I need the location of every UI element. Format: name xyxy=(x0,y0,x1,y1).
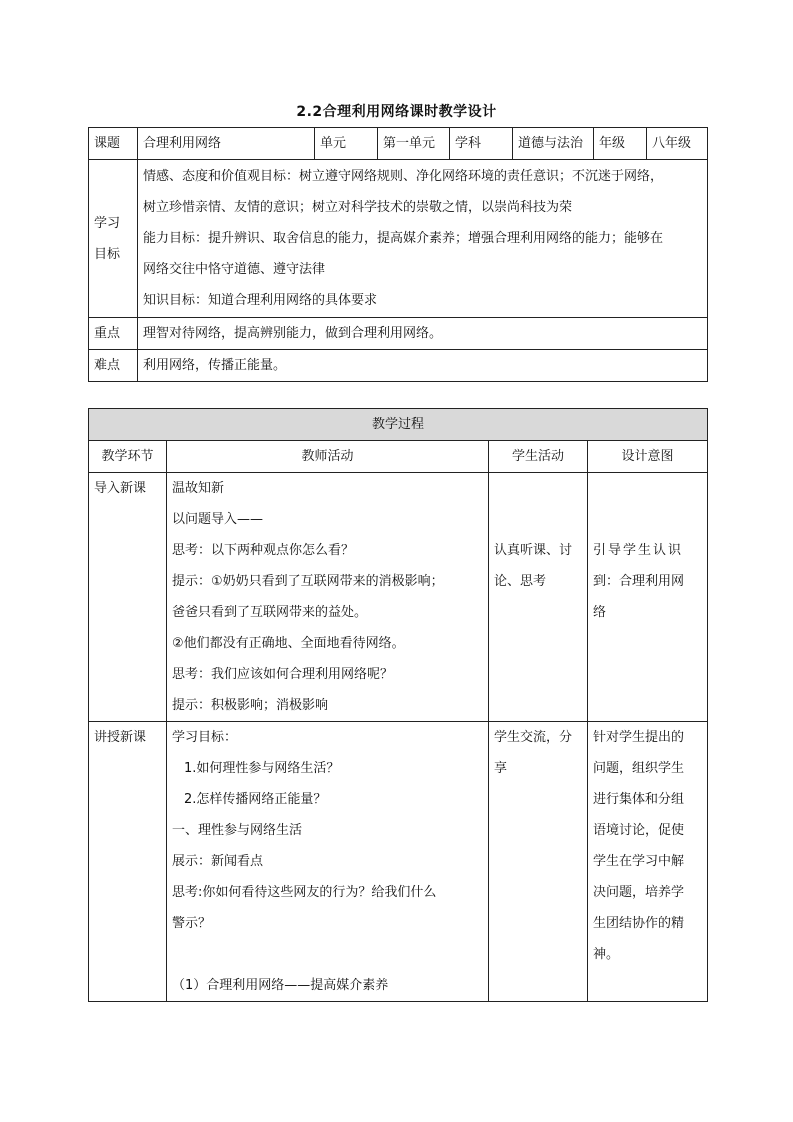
col-intent-header: 设计意图 xyxy=(588,441,708,473)
teacher-activity-cell xyxy=(167,473,489,722)
difficulty-value: 利用网络，传播正能量。 xyxy=(138,350,708,382)
subject-value: 道德与法治 xyxy=(513,128,594,160)
teacher-line: 思考：我们应该如何合理利用网络呢？ xyxy=(172,667,394,682)
teacher-line: 2.怎样传播网络正能量？ xyxy=(184,792,327,807)
student-line: 学生交流，分 xyxy=(494,730,573,745)
teacher-line: 爸爸只看到了互联网带来的益处。 xyxy=(172,605,368,620)
teacher-line: 以问题导入—— xyxy=(172,512,264,527)
grade-label: 年级 xyxy=(594,128,647,160)
spacer xyxy=(494,504,582,535)
teacher-line: 提示：积极影响；消极影响 xyxy=(172,698,329,713)
student-activity-cell xyxy=(489,722,588,1002)
teaching-process-table xyxy=(88,408,708,1002)
intent-line: 问题，组织学生 xyxy=(593,761,685,776)
student-line: 论、思考 xyxy=(494,574,547,589)
stage-cell: 导入新课 xyxy=(89,473,167,722)
spacer xyxy=(494,473,582,504)
stage-cell: 讲授新课 xyxy=(89,722,167,1002)
goal-line: 网络交往中恪守道德、遵守法律 xyxy=(143,262,326,277)
teacher-line: 警示？ xyxy=(172,916,212,931)
process-header: 教学过程 xyxy=(89,409,708,441)
intent-line: 引导学生认识 xyxy=(593,543,684,558)
spacer xyxy=(593,473,702,504)
teacher-activity-cell xyxy=(167,722,489,1002)
teacher-line: （1）合理利用网络——提高媒介素养 xyxy=(172,978,389,993)
lesson-info-table xyxy=(88,127,708,382)
keti-label: 课题 xyxy=(89,128,138,160)
col-student-header: 学生活动 xyxy=(489,441,588,473)
intent-line: 络 xyxy=(593,605,607,620)
teacher-line: 提示：①奶奶只看到了互联网带来的消极影响； xyxy=(172,574,444,589)
key-value: 理智对待网络，提高辨别能力，做到合理利用网络。 xyxy=(138,318,708,350)
goal-line: 能力目标：提升辨识、取舍信息的能力，提高媒介素养；增强合理利用网络的能力；能够在 xyxy=(143,231,664,246)
table-row xyxy=(89,722,708,1002)
intent-cell xyxy=(588,722,708,1002)
intent-cell xyxy=(588,473,708,722)
goals-label-line-2: 目标 xyxy=(94,246,121,262)
spacer xyxy=(593,504,702,535)
spacer xyxy=(172,939,483,970)
student-line: 认真听课、讨 xyxy=(494,543,573,558)
col-stage-header: 教学环节 xyxy=(89,441,167,473)
keti-value: 合理利用网络 xyxy=(138,128,315,160)
unit-label: 单元 xyxy=(315,128,378,160)
key-label: 重点 xyxy=(89,318,138,350)
grade-value: 八年级 xyxy=(647,128,708,160)
teacher-line: 一、理性参与网络生活 xyxy=(172,823,303,838)
intent-line: 针对学生提出的 xyxy=(593,730,685,745)
goals-label-line-1: 学习 xyxy=(94,215,121,231)
intent-line: 到：合理利用网 xyxy=(593,574,685,589)
intent-line: 语境讨论，促使 xyxy=(593,823,685,838)
intent-line: 神。 xyxy=(593,947,620,962)
teacher-line: 思考：以下两种观点你怎么看？ xyxy=(172,543,355,558)
teacher-line: 温故知新 xyxy=(172,481,225,496)
goal-line: 情感、态度和价值观目标：树立遵守网络规则、净化网络环境的责任意识；不沉迷于网络， xyxy=(143,169,664,184)
intent-line: 学生在学习中解 xyxy=(593,854,685,869)
goals-label xyxy=(89,160,138,318)
teacher-line: 展示：新闻看点 xyxy=(172,854,264,869)
teacher-line: ②他们都没有正确地、全面地看待网络。 xyxy=(172,636,405,651)
student-activity-cell xyxy=(489,473,588,722)
goal-line: 树立珍惜亲情、友情的意识；树立对科学技术的崇敬之情，以崇尚科技为荣 xyxy=(143,200,573,215)
student-line: 享 xyxy=(494,761,508,776)
teacher-line: 1.如何理性参与网络生活？ xyxy=(184,761,340,776)
teacher-line: 思考:你如何看待这些网友的行为？给我们什么 xyxy=(172,885,437,900)
intent-line: 决问题，培养学 xyxy=(593,885,685,900)
teacher-line: 学习目标： xyxy=(172,730,238,745)
table-row xyxy=(89,473,708,722)
document-title: 2.2合理利用网络课时教学设计 xyxy=(296,104,497,120)
difficulty-label: 难点 xyxy=(89,350,138,382)
col-teacher-header: 教师活动 xyxy=(167,441,489,473)
subject-label: 学科 xyxy=(450,128,513,160)
goal-line: 知识目标：知道合理利用网络的具体要求 xyxy=(143,293,378,308)
intent-line: 生团结协作的精 xyxy=(593,916,685,931)
goals-content xyxy=(138,160,708,318)
intent-line: 进行集体和分组 xyxy=(593,792,685,807)
unit-value: 第一单元 xyxy=(378,128,450,160)
